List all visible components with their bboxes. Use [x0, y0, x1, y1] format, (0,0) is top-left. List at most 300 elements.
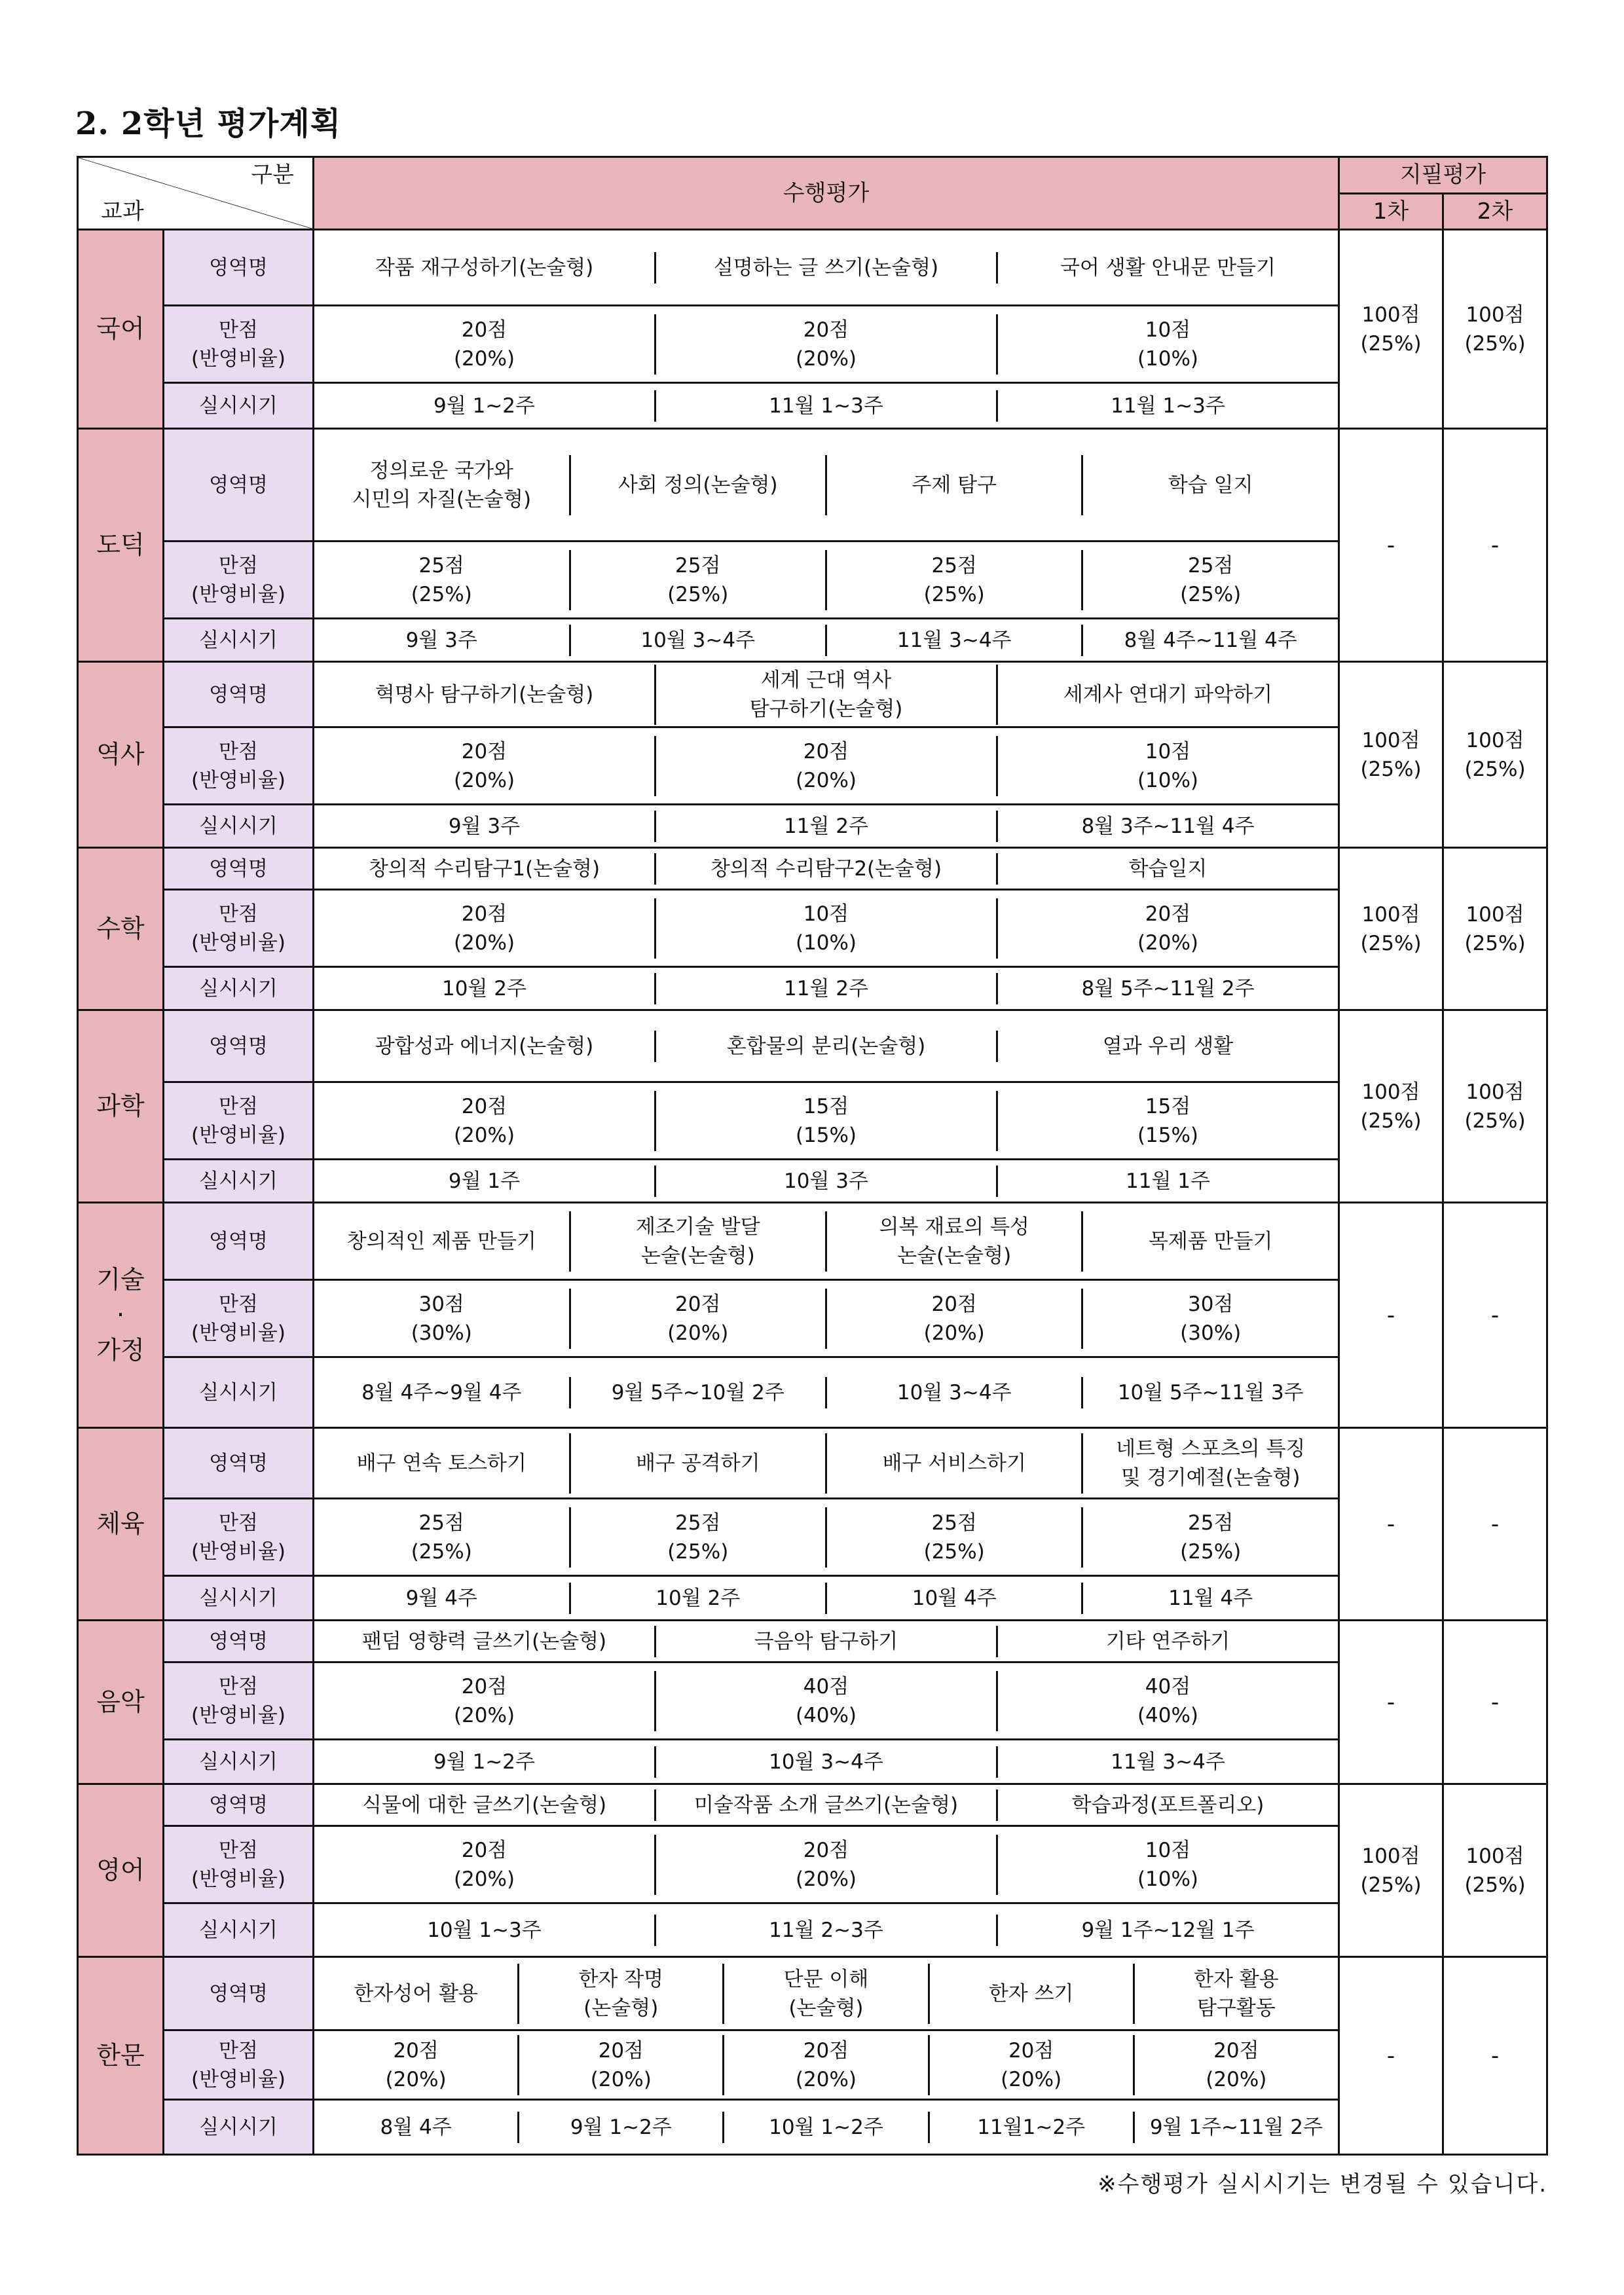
assessment-period: 9월 1~2주 [434, 1750, 535, 1774]
subject-name-cell [78, 230, 164, 429]
assessment-score-cell [997, 736, 1338, 796]
assessment-score-cell [997, 898, 1338, 959]
assessment-area-cell [997, 252, 1338, 284]
assessment-score: 20점 [1213, 2038, 1259, 2063]
assessment-period-cell [570, 625, 826, 656]
performance-cells [314, 1160, 1339, 1203]
subject-name-cell [78, 848, 164, 1010]
subject-row-area [78, 429, 1547, 542]
assessment-score: 15점 [803, 1094, 849, 1118]
assessment-ratio: (25%) [1180, 1539, 1242, 1564]
assessment-area-cell [826, 1211, 1082, 1272]
row-label-period: 실시시기 [199, 1169, 278, 1193]
row-label-area: 영역명 [209, 473, 268, 497]
assessment-period: 10월 3~4주 [896, 1380, 1012, 1405]
assessment-score-cell [724, 2035, 929, 2095]
performance-grid [314, 1166, 1338, 1197]
row-label-score: 만점 [219, 1838, 258, 1862]
performance-grid-row [314, 1031, 1338, 1062]
assessment-period-cell [570, 1583, 826, 1614]
assessment-area-cell [997, 1031, 1338, 1062]
subject-row-period [78, 1903, 1547, 1957]
assessment-name: 미술작품 소개 글쓰기(논술형) [693, 1793, 959, 1817]
assessment-name: 극음악 탐구하기 [754, 1629, 898, 1653]
assessment-period-cell [655, 973, 997, 1004]
assessment-name: 세계사 연대기 파악하기 [1063, 682, 1273, 707]
assessment-area-cell [314, 665, 655, 725]
assessment-period-cell [826, 1377, 1082, 1408]
performance-cells [314, 1576, 1339, 1621]
written-written1-cell [1339, 1957, 1443, 2155]
performance-cells [314, 890, 1339, 967]
assessment-period: 8월 3주~11월 4주 [1081, 814, 1255, 838]
assessment-area-cell [314, 1964, 519, 2024]
row-label-area [164, 429, 314, 542]
assessment-name: 탐구활동 [1196, 1996, 1276, 2020]
assessment-ratio: (20%) [795, 2067, 857, 2091]
performance-grid-row [314, 1790, 1338, 1821]
written-value: - [1386, 532, 1395, 559]
assessment-period: 11월 4주 [1168, 1586, 1253, 1610]
written-value: - [1490, 2042, 1500, 2069]
performance-cells [314, 429, 1339, 542]
written-value: 100점 [1361, 1080, 1420, 1104]
assessment-score-cell [1082, 1507, 1338, 1568]
assessment-score: 20점 [461, 318, 507, 342]
assessment-period: 11월 3~4주 [896, 628, 1012, 652]
assessment-period-cell [997, 1915, 1338, 1946]
performance-cells [314, 542, 1339, 619]
performance-cells [314, 1784, 1339, 1826]
written-value: 100점 [1361, 303, 1420, 327]
assessment-ratio: (20%) [1206, 2067, 1267, 2091]
assessment-area-cell [997, 853, 1338, 885]
assessment-area-cell [655, 1790, 997, 1821]
row-label-area: 영역명 [209, 1229, 268, 1253]
performance-grid [314, 1091, 1338, 1151]
row-label-period: 실시시기 [199, 814, 278, 838]
performance-grid-row [314, 1626, 1338, 1657]
assessment-score: 20점 [803, 739, 849, 763]
assessment-period-cell [655, 390, 997, 422]
row-label-score: 만점 [219, 902, 258, 926]
row-label-area: 영역명 [209, 856, 268, 881]
assessment-period-cell [655, 811, 997, 842]
row-label-period: 실시시기 [199, 1586, 278, 1610]
assessment-name: 학습과정(포트폴리오) [1071, 1793, 1264, 1817]
assessment-score: 10점 [1145, 318, 1191, 342]
assessment-period: 8월 5주~11월 2주 [1081, 976, 1255, 1001]
subject-row-area [78, 1203, 1547, 1280]
performance-grid [314, 1289, 1338, 1349]
assessment-name: 논술(논술형) [640, 1243, 755, 1268]
written-value: (25%) [1464, 1109, 1526, 1133]
assessment-name: 의복 재료의 특성 [879, 1215, 1029, 1239]
assessment-name: 창의적 수리탐구1(논술형) [368, 856, 600, 881]
assessment-period: 9월 1주~12월 1주 [1081, 1918, 1255, 1942]
assessment-ratio: (20%) [385, 2067, 447, 2091]
assessment-score-cell [519, 2035, 724, 2095]
assessment-score-cell [655, 1091, 997, 1151]
assessment-score-cell [655, 736, 997, 796]
performance-cells [314, 805, 1339, 848]
assessment-period: 10월 1~2주 [769, 2115, 883, 2139]
written-value: - [1490, 532, 1500, 559]
row-label-period [164, 619, 314, 662]
subject-name: 과학 [96, 1091, 145, 1120]
assessment-area-cell [655, 853, 997, 885]
performance-grid [314, 1433, 1338, 1494]
assessment-ratio: (20%) [453, 1703, 515, 1727]
assessment-area-cell [826, 455, 1082, 515]
subject-name: 한문 [96, 2040, 145, 2070]
subject-row-period [78, 1576, 1547, 1621]
performance-grid [314, 973, 1338, 1004]
assessment-period: 10월 2주 [655, 1586, 741, 1610]
performance-cells [314, 1280, 1339, 1357]
assessment-score: 25점 [418, 1511, 464, 1535]
written-value: 100점 [1466, 902, 1524, 927]
performance-grid-row [314, 1211, 1338, 1272]
subject-row-score [78, 1662, 1547, 1740]
performance-grid-row [314, 1289, 1338, 1349]
row-label-area: 영역명 [209, 1629, 268, 1653]
assessment-ratio: (20%) [453, 1867, 515, 1891]
subject-row-area [78, 1957, 1547, 2030]
performance-grid-row [314, 252, 1338, 284]
assessment-period-cell [997, 811, 1338, 842]
subject-name-cell [78, 1203, 164, 1428]
written-value: (25%) [1464, 757, 1526, 781]
written-value: 100점 [1361, 902, 1420, 927]
performance-grid-row [314, 1433, 1338, 1494]
assessment-period: 11월 1주 [1126, 1169, 1210, 1193]
assessment-period: 10월 2주 [442, 976, 526, 1001]
subject-name: 도덕 [96, 530, 145, 559]
written-value: 100점 [1466, 303, 1524, 327]
written-written2-cell [1443, 1203, 1547, 1428]
assessment-name: 및 경기예절(논술형) [1120, 1465, 1301, 1490]
row-label-ratio: (반영비율) [191, 768, 286, 792]
assessment-score: 25점 [1188, 553, 1234, 578]
header-written-first: 1차 [1339, 194, 1443, 230]
performance-cells [314, 967, 1339, 1010]
assessment-score-cell [314, 1671, 655, 1731]
subject-row-period [78, 619, 1547, 662]
written-written2-cell [1443, 662, 1547, 848]
assessment-score: 25점 [931, 1511, 977, 1535]
written-written2-cell [1443, 429, 1547, 662]
row-label-score [164, 1280, 314, 1357]
page-title: 2. 2학년 평가계획 [75, 105, 342, 142]
assessment-ratio: (20%) [795, 1867, 857, 1891]
assessment-period-cell [655, 1746, 997, 1778]
assessment-score: 10점 [803, 902, 849, 926]
assessment-score-cell [314, 1507, 570, 1568]
performance-grid-row [314, 2035, 1338, 2095]
written-value: - [1386, 1689, 1395, 1716]
written-value: - [1386, 1511, 1395, 1537]
performance-cells [314, 1957, 1339, 2030]
row-label-period [164, 1576, 314, 1621]
row-label-period: 실시시기 [199, 1918, 278, 1942]
assessment-ratio: (25%) [667, 1539, 729, 1564]
performance-grid [314, 390, 1338, 422]
performance-grid [314, 736, 1338, 796]
written-written1-cell [1339, 1203, 1443, 1428]
header-corner-cell [78, 157, 314, 230]
written-value: (25%) [1360, 1873, 1422, 1897]
assessment-ratio: (30%) [1180, 1321, 1242, 1345]
assessment-period-cell [314, 973, 655, 1004]
assessment-score: 20점 [1145, 902, 1191, 926]
row-label-period [164, 1903, 314, 1957]
assessment-period-cell [1082, 1377, 1338, 1408]
subject-row-score [78, 1499, 1547, 1576]
performance-grid [314, 853, 1338, 885]
row-label-area [164, 1010, 314, 1082]
assessment-ratio: (25%) [411, 582, 472, 606]
subject-name-cell [78, 1784, 164, 1957]
assessment-score: 20점 [803, 318, 849, 342]
written-value: (25%) [1360, 931, 1422, 955]
written-written2-cell [1443, 1621, 1547, 1784]
assessment-score: 25점 [418, 553, 464, 578]
assessment-period-cell [314, 811, 655, 842]
performance-cells [314, 727, 1339, 805]
performance-grid [314, 665, 1338, 725]
written-written2-cell [1443, 1428, 1547, 1621]
assessment-period: 11월 2주 [784, 976, 868, 1001]
assessment-name: 학습 일지 [1168, 473, 1253, 497]
subject-row-area [78, 230, 1547, 306]
written-value: (25%) [1464, 931, 1526, 955]
assessment-ratio: (25%) [923, 582, 985, 606]
assessment-period: 10월 1~3주 [427, 1918, 542, 1942]
assessment-period: 11월 2주 [784, 814, 868, 838]
subject-name-cell [78, 1621, 164, 1784]
performance-cells [314, 1621, 1339, 1662]
assessment-area-cell [655, 1031, 997, 1062]
assessment-name: 세계 근대 역사 [760, 668, 892, 692]
assessment-period-cell [314, 1746, 655, 1778]
assessment-area-cell [655, 665, 997, 725]
subject-row-score [78, 890, 1547, 967]
assessment-period-cell [997, 1746, 1338, 1778]
assessment-score-cell [997, 314, 1338, 375]
written-value: (25%) [1464, 1873, 1526, 1897]
row-label-score [164, 890, 314, 967]
assessment-period: 11월 2~3주 [769, 1918, 883, 1942]
assessment-period-cell [724, 2112, 929, 2143]
assessment-name: 팬덤 영향력 글쓰기(논술형) [361, 1629, 607, 1653]
assessment-name: (논술형) [583, 1996, 659, 2020]
assessment-name: 제조기술 발달 [635, 1215, 760, 1239]
assessment-period: 9월 4주 [405, 1586, 477, 1610]
header-written: 지필평가 [1339, 157, 1547, 194]
performance-grid-row [314, 1377, 1338, 1408]
performance-grid [314, 1031, 1338, 1062]
row-label-ratio: (반영비율) [191, 1321, 286, 1345]
row-label-score: 만점 [219, 1292, 258, 1316]
header-performance: 수행평가 [314, 157, 1339, 230]
row-label-period: 실시시기 [199, 976, 278, 1001]
assessment-score: 20점 [803, 2038, 849, 2063]
assessment-ratio: (30%) [411, 1321, 472, 1345]
written-value: - [1490, 1302, 1500, 1329]
assessment-period-cell [997, 973, 1338, 1004]
assessment-area-cell [826, 1433, 1082, 1494]
subject-name: 영어 [96, 1855, 145, 1884]
assessment-score: 25점 [931, 553, 977, 578]
assessment-ratio: (20%) [453, 346, 515, 371]
assessment-score: 20점 [461, 1094, 507, 1118]
assessment-ratio: (10%) [1137, 346, 1199, 371]
assessment-area-cell [314, 1790, 655, 1821]
written-value: (25%) [1464, 331, 1526, 356]
subject-row-score [78, 306, 1547, 383]
header-written-second: 2차 [1443, 194, 1547, 230]
assessment-score: 30점 [1188, 1292, 1234, 1316]
performance-grid [314, 550, 1338, 610]
performance-grid-row [314, 1964, 1338, 2024]
row-label-score [164, 1826, 314, 1903]
row-label-score [164, 1499, 314, 1576]
assessment-name: 정의로운 국가와 [369, 458, 513, 483]
performance-cells [314, 1826, 1339, 1903]
written-written1-cell [1339, 429, 1443, 662]
performance-grid-row [314, 973, 1338, 1004]
assessment-period: 10월 3~4주 [640, 628, 756, 652]
assessment-area-cell [655, 252, 997, 284]
assessment-period: 8월 4주~11월 4주 [1124, 628, 1297, 652]
assessment-period: 9월 5주~10월 2주 [611, 1380, 784, 1405]
assessment-period-cell [314, 1377, 570, 1408]
assessment-score-cell [929, 2035, 1134, 2095]
assessment-name: 주제 탐구 [912, 473, 997, 497]
performance-cells [314, 306, 1339, 383]
assessment-name: 식물에 대한 글쓰기(논술형) [361, 1793, 607, 1817]
performance-cells [314, 1203, 1339, 1280]
assessment-ratio: (20%) [667, 1321, 729, 1345]
written-written1-cell [1339, 848, 1443, 1010]
assessment-area-cell [655, 1626, 997, 1657]
performance-grid-row [314, 665, 1338, 725]
performance-grid-row [314, 390, 1338, 422]
assessment-period: 9월 3주 [448, 814, 521, 838]
subject-row-score [78, 542, 1547, 619]
performance-grid-row [314, 314, 1338, 375]
row-label-area: 영역명 [209, 1451, 268, 1475]
assessment-score: 30점 [418, 1292, 464, 1316]
assessment-score-cell [1082, 1289, 1338, 1349]
assessment-ratio: (40%) [1137, 1703, 1199, 1727]
assessment-period-cell [314, 1915, 655, 1946]
row-label-score [164, 1082, 314, 1160]
assessment-score: 25점 [675, 553, 721, 578]
performance-grid [314, 625, 1338, 656]
assessment-score: 20점 [1008, 2038, 1054, 2063]
subject-row-area [78, 1621, 1547, 1662]
assessment-area-cell [570, 1211, 826, 1272]
assessment-ratio: (20%) [795, 346, 857, 371]
written-value: - [1490, 1689, 1500, 1716]
assessment-area-cell [1134, 1964, 1338, 2024]
evaluation-plan-table [77, 156, 1548, 2156]
assessment-period-cell [655, 1166, 997, 1197]
subject-row-score [78, 1826, 1547, 1903]
assessment-score-cell [314, 1835, 655, 1895]
written-written2-cell [1443, 230, 1547, 429]
written-written1-cell [1339, 662, 1443, 848]
assessment-period: 9월 1~2주 [434, 394, 535, 418]
assessment-period-cell [826, 625, 1082, 656]
assessment-score: 40점 [803, 1674, 849, 1698]
assessment-period-cell [570, 1377, 826, 1408]
assessment-score: 20점 [675, 1292, 721, 1316]
assessment-score: 10점 [1145, 1838, 1191, 1862]
performance-grid [314, 1835, 1338, 1895]
written-written1-cell [1339, 1784, 1443, 1957]
assessment-ratio: (20%) [453, 1123, 515, 1147]
assessment-period: 11월1~2주 [977, 2115, 1086, 2139]
performance-cells [314, 1740, 1339, 1784]
assessment-name: 창의적 수리탐구2(논술형) [710, 856, 942, 881]
footnote: ※수행평가 실시시기는 변경될 수 있습니다. [1098, 2171, 1547, 2197]
row-label-ratio: (반영비율) [191, 582, 286, 606]
subject-row-period [78, 1740, 1547, 1784]
row-label-period: 실시시기 [199, 394, 278, 418]
row-label-area [164, 1784, 314, 1826]
performance-grid [314, 898, 1338, 959]
performance-grid-row [314, 898, 1338, 959]
assessment-score-cell [314, 1289, 570, 1349]
assessment-area-cell [314, 1433, 570, 1494]
performance-grid [314, 1377, 1338, 1408]
written-value: 100점 [1466, 728, 1524, 752]
header-row-1 [78, 157, 1547, 194]
assessment-period-cell [1082, 625, 1338, 656]
assessment-name: (논술형) [788, 1996, 864, 2020]
performance-grid [314, 1211, 1338, 1272]
assessment-period-cell [929, 2112, 1134, 2143]
written-written2-cell [1443, 848, 1547, 1010]
assessment-name: 혼합물의 분리(논술형) [726, 1034, 926, 1058]
performance-cells [314, 1499, 1339, 1576]
subject-name-cell [78, 1957, 164, 2155]
assessment-name: 한자성어 활용 [354, 1981, 478, 2006]
row-label-period [164, 967, 314, 1010]
assessment-area-cell [929, 1964, 1134, 2024]
performance-cells [314, 2100, 1339, 2155]
row-label-period: 실시시기 [199, 628, 278, 652]
row-label-score [164, 1662, 314, 1740]
written-written2-cell [1443, 1784, 1547, 1957]
assessment-name: 배구 연속 토스하기 [356, 1451, 526, 1475]
assessment-score-cell [826, 1507, 1082, 1568]
assessment-ratio: (10%) [1137, 1867, 1199, 1891]
assessment-score-cell [997, 1671, 1338, 1731]
assessment-name: 네트형 스포츠의 특징 [1116, 1437, 1306, 1461]
performance-grid [314, 314, 1338, 375]
assessment-score-cell [655, 898, 997, 959]
subject-name-cell [78, 429, 164, 662]
assessment-name: 논술(논술형) [897, 1243, 1012, 1268]
performance-grid [314, 1507, 1338, 1568]
assessment-score: 20점 [931, 1292, 977, 1316]
assessment-ratio: (40%) [795, 1703, 857, 1727]
row-label-area: 영역명 [209, 1034, 268, 1058]
